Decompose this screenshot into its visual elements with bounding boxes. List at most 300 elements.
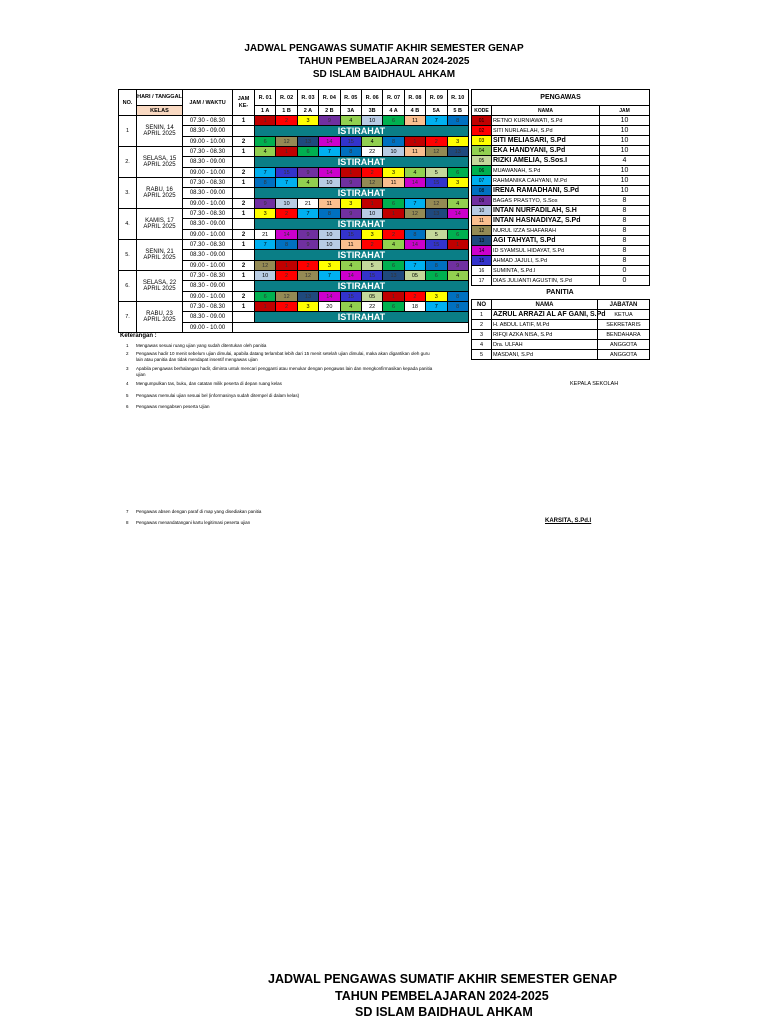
header-class: 1 A	[255, 106, 276, 116]
slot-jamke: 1	[233, 271, 255, 281]
pengawas-code-cell: 12	[297, 271, 318, 281]
header-class: 2 A	[297, 106, 318, 116]
note-number: 4	[126, 381, 129, 386]
pengawas-row	[472, 116, 650, 126]
pengawas-code-cell: 7	[255, 240, 276, 250]
keterangan-note	[126, 520, 456, 526]
panitia-row	[472, 330, 650, 340]
pengawas-jam: 0	[600, 276, 650, 286]
pengawas-jam: 10	[600, 146, 650, 156]
header-class: 2 B	[319, 106, 340, 116]
slot-time: 09.00 - 10.00	[183, 199, 233, 209]
pengawas-row	[472, 166, 650, 176]
pengawas-code-cell: 7	[426, 116, 447, 126]
header-room: R. 04	[319, 90, 340, 106]
note-number: 2	[126, 351, 129, 356]
pengawas-code-cell: 3	[255, 209, 276, 219]
pengawas-code-cell: 6	[255, 137, 276, 147]
pengawas-code-cell: 22	[361, 302, 382, 312]
slot-time: 07.30 - 08.30	[183, 116, 233, 126]
pengawas-code-cell: 13	[426, 209, 447, 219]
pengawas-code-cell: 2	[276, 302, 297, 312]
header-room: R. 01	[255, 90, 276, 106]
pengawas-code-cell: 18	[404, 302, 425, 312]
slot-time: 07.30 - 08.30	[183, 147, 233, 157]
pengawas-row	[472, 276, 650, 286]
istirahat-label: ISTIRAHAT	[255, 157, 469, 168]
pengawas-row	[472, 236, 650, 246]
pengawas-header-nama: NAMA	[492, 106, 600, 116]
schedule-row	[119, 147, 469, 157]
pengawas-code-cell: 8	[447, 292, 468, 302]
pengawas-code-cell: 1	[276, 147, 297, 157]
kepala-sekolah-label: KEPALA SEKOLAH	[570, 381, 619, 387]
pengawas-jam: 10	[600, 116, 650, 126]
pengawas-code-cell: 9	[319, 116, 340, 126]
pengawas-nama: ID SYAMSUL HIDAYAT, S.Pd	[492, 246, 600, 256]
pengawas-code-cell: 6	[447, 168, 468, 178]
pengawas-code-cell: 10	[361, 116, 382, 126]
pengawas-code-cell: 7	[404, 261, 425, 271]
pengawas-nama: INTAN HASNADIYAZ, S.Pd	[492, 216, 600, 226]
page-title	[0, 42, 768, 81]
day-date: RABU, 23 APRIL 2025	[137, 302, 183, 333]
pengawas-code-cell: 4	[340, 302, 361, 312]
note-number: 7	[126, 509, 129, 514]
pengawas-nama: RAHMANIKA CAHYANI, M.Pd	[492, 176, 600, 186]
slot-jamke: 2	[233, 261, 255, 271]
pengawas-code-cell: 1	[276, 261, 297, 271]
kepala-sekolah-name: KARSITA, S.Pd.I	[545, 518, 592, 524]
pengawas-row	[472, 146, 650, 156]
header-room: R. 03	[297, 90, 318, 106]
slot-jamke	[233, 126, 255, 137]
slot-time: 09.00 - 10.00	[183, 261, 233, 271]
pengawas-code-cell: 4	[383, 240, 404, 250]
pengawas-code-cell: 2	[383, 230, 404, 240]
panitia-row	[472, 310, 650, 320]
header-class: 1 B	[276, 106, 297, 116]
pengawas-nama: SITI NURLAELAH, S.Pd	[492, 126, 600, 136]
slot-time: 08.30 - 09.00	[183, 157, 233, 168]
pengawas-code-cell: 13	[383, 271, 404, 281]
pengawas-code-cell: 10	[319, 178, 340, 188]
header-class: 4 A	[383, 106, 404, 116]
pengawas-row	[472, 176, 650, 186]
panitia-nama: RIFQI AZKA NISA, S.Pd	[492, 330, 598, 340]
pengawas-nama: EKA HANDYANI, S.Pd	[492, 146, 600, 156]
pengawas-code-cell: 15	[361, 271, 382, 281]
pengawas-code-cell: 2	[276, 209, 297, 219]
pengawas-kode: 12	[472, 226, 492, 236]
pengawas-table	[471, 89, 650, 286]
pengawas-code-cell: 12	[404, 209, 425, 219]
panitia-no: 4	[472, 340, 492, 350]
panitia-nama: AZRUL ARRAZI AL AF GANI, S.Pd	[493, 311, 606, 318]
pengawas-code-cell: 3	[447, 178, 468, 188]
day-date: RABU, 16 APRIL 2025	[137, 178, 183, 209]
pengawas-code-cell: 8	[319, 209, 340, 219]
pengawas-kode: 02	[472, 126, 492, 136]
pengawas-nama: AGI TAHYATI, S.Pd	[492, 236, 600, 246]
day-date: SENIN, 21 APRIL 2025	[137, 240, 183, 271]
pengawas-kode: 16	[472, 266, 492, 276]
note-number: 6	[126, 404, 129, 409]
slot-jamke: 2	[233, 199, 255, 209]
pengawas-code-cell: 9	[255, 199, 276, 209]
slot-time: 09.00 - 10.00	[183, 137, 233, 147]
header-jam: JAM / WAKTU	[183, 90, 233, 116]
pengawas-code-cell: 3	[319, 261, 340, 271]
pengawas-jam: 8	[600, 206, 650, 216]
pengawas-code-cell: 15	[340, 292, 361, 302]
slot-time: 07.30 - 08.30	[183, 178, 233, 188]
pengawas-code-cell: 14	[404, 240, 425, 250]
pengawas-code-cell: 2	[297, 261, 318, 271]
pengawas-jam: 8	[600, 226, 650, 236]
pengawas-jam: 8	[600, 256, 650, 266]
pengawas-nama: SUMINTA, S.Pd.I	[492, 266, 600, 276]
pengawas-code-cell: 1	[340, 168, 361, 178]
note-text: Mengumpulkan tas, buku, dan catatan milik peserta di depan ruang kelas	[136, 381, 282, 386]
pengawas-code-cell: 15	[276, 168, 297, 178]
slot-time: 07.30 - 08.30	[183, 209, 233, 219]
pengawas-code-cell: 21	[297, 199, 318, 209]
pengawas-code-cell: 1	[255, 116, 276, 126]
pengawas-code-cell: 3	[426, 292, 447, 302]
pengawas-row	[472, 226, 650, 236]
slot-time: 07.30 - 08.30	[183, 240, 233, 250]
pengawas-code-cell: 12	[276, 137, 297, 147]
day-number: 3.	[119, 178, 137, 209]
pengawas-code-cell: 10	[383, 147, 404, 157]
day-number: 6.	[119, 271, 137, 302]
pengawas-title: PENGAWAS	[472, 90, 650, 106]
pengawas-nama: NURUL IZZA SHAFARAH	[492, 226, 600, 236]
pengawas-code-cell: 2	[276, 116, 297, 126]
day-date: SENIN, 14 APRIL 2025	[137, 116, 183, 147]
pengawas-kode: 03	[472, 136, 492, 146]
pengawas-header-kode: KODE	[472, 106, 492, 116]
pengawas-kode: 10	[472, 206, 492, 216]
title-line-2: TAHUN PEMBELAJARAN 2024-2025	[298, 56, 470, 67]
pengawas-row	[472, 126, 650, 136]
pengawas-code-cell: 7	[319, 147, 340, 157]
pengawas-code-cell: 12	[276, 292, 297, 302]
pengawas-code-cell: 4	[297, 178, 318, 188]
header-room: R. 05	[340, 90, 361, 106]
day-number: 4.	[119, 209, 137, 240]
pengawas-code-cell: 1	[383, 292, 404, 302]
pengawas-code-cell: 4	[340, 116, 361, 126]
panitia-jabatan: ANGGOTA	[598, 350, 650, 360]
pengawas-code-cell: 1	[255, 302, 276, 312]
pengawas-code-cell: 14	[276, 230, 297, 240]
slot-time: 09.00 - 10.00	[183, 323, 233, 333]
header-class: 3A	[340, 106, 361, 116]
keterangan-note	[126, 393, 456, 399]
pengawas-code-cell: 15	[426, 240, 447, 250]
slot-jamke: 1	[233, 178, 255, 188]
pengawas-code-cell: 4	[404, 168, 425, 178]
pengawas-row	[472, 216, 650, 226]
panitia-nama: MASDANI, S.Pd	[492, 350, 598, 360]
keterangan-note	[126, 343, 456, 349]
pengawas-code-cell: 5	[426, 230, 447, 240]
pengawas-nama: IRENA RAMADHANI, S.Pd	[492, 186, 600, 196]
header-jamke: JAM KE-	[233, 90, 255, 116]
slot-time: 07.30 - 08.30	[183, 271, 233, 281]
day-number: 2.	[119, 147, 137, 178]
panitia-row	[472, 340, 650, 350]
pengawas-code-cell: 9	[447, 261, 468, 271]
header-class: 5 B	[447, 106, 468, 116]
note-text: Apabila pengawas berhalangan hadir, diminta untuk mencari pengganti atau menukar dengan pengawas lain dan mengkonfirmasikan kepada panitia ujian	[136, 366, 433, 377]
pengawas-jam: 8	[600, 236, 650, 246]
keterangan-note	[126, 509, 456, 515]
pengawas-kode: 08	[472, 186, 492, 196]
pengawas-kode: 07	[472, 176, 492, 186]
pengawas-code-cell: 1	[361, 199, 382, 209]
title-line-3: SD ISLAM BAIDHAUL AHKAM	[312, 69, 456, 80]
note-text: Pengawas absen dengan paraf di map yang disediakan panitia	[136, 509, 262, 514]
header-room: R. 10	[447, 90, 468, 106]
pengawas-kode: 04	[472, 146, 492, 156]
pengawas-code-cell: 10	[361, 209, 382, 219]
istirahat-label: ISTIRAHAT	[255, 219, 469, 230]
slot-jamke	[233, 312, 255, 323]
pengawas-code-cell: 12	[255, 261, 276, 271]
day-date: SELASA, 15 APRIL 2025	[137, 147, 183, 178]
slot-time: 08.30 - 09.00	[183, 188, 233, 199]
slot-time: 08.30 - 09.00	[183, 281, 233, 292]
slot-jamke	[233, 219, 255, 230]
pengawas-code-cell: 6	[383, 199, 404, 209]
slot-time: 08.30 - 09.00	[183, 312, 233, 323]
pengawas-code-cell: 7	[276, 178, 297, 188]
pengawas-kode: 01	[472, 116, 492, 126]
pengawas-jam: 8	[600, 196, 650, 206]
pengawas-code-cell: 14	[319, 168, 340, 178]
schedule-row	[119, 271, 469, 281]
pengawas-kode: 13	[472, 236, 492, 246]
pengawas-kode: 17	[472, 276, 492, 286]
slot-jamke: 1	[233, 147, 255, 157]
pengawas-code-cell: 3	[383, 168, 404, 178]
panitia-no: 3	[472, 330, 492, 340]
pengawas-code-cell: 10	[319, 230, 340, 240]
pengawas-code-cell: 6	[383, 116, 404, 126]
pengawas-code-cell: 8	[255, 178, 276, 188]
pengawas-jam: 10	[600, 186, 650, 196]
pengawas-code-cell: 9	[297, 168, 318, 178]
pengawas-code-cell: 6	[383, 302, 404, 312]
pengawas-code-cell: 11	[340, 240, 361, 250]
pengawas-kode: 15	[472, 256, 492, 266]
header-class: 3B	[361, 106, 382, 116]
slot-time: 09.00 - 10.00	[183, 292, 233, 302]
pengawas-code-cell: 14	[447, 209, 468, 219]
pengawas-code-cell: 6	[255, 292, 276, 302]
pengawas-code-cell: 13	[297, 292, 318, 302]
slot-time: 08.30 - 09.00	[183, 250, 233, 261]
pengawas-jam: 10	[600, 166, 650, 176]
istirahat-label: ISTIRAHAT	[255, 188, 469, 199]
pengawas-nama: INTAN NURFADILAH, S.H	[492, 206, 600, 216]
pengawas-nama: SITI MELIASARI, S.Pd	[492, 136, 600, 146]
pengawas-code-cell: 11	[383, 178, 404, 188]
pengawas-code-cell: 2	[276, 271, 297, 281]
pengawas-code-cell: 14	[319, 137, 340, 147]
slot-time: 09.00 - 10.00	[183, 168, 233, 178]
istirahat-label: ISTIRAHAT	[255, 250, 469, 261]
keterangan-note	[126, 366, 456, 377]
header-hari: HARI / TANGGAL	[137, 90, 183, 106]
pengawas-code-cell: 11	[404, 116, 425, 126]
note-text: Pengawas memulai ujian sesuai bel (informasinya sudah ditempel di dalam kelas)	[136, 393, 300, 398]
header-class: 5A	[426, 106, 447, 116]
day-date: KAMIS, 17 APRIL 2025	[137, 209, 183, 240]
pengawas-code-cell: 10	[319, 240, 340, 250]
panitia-body	[472, 310, 650, 360]
pengawas-code-cell: 15	[340, 230, 361, 240]
pengawas-kode: 05	[472, 156, 492, 166]
header-class: 4 B	[404, 106, 425, 116]
pengawas-row	[472, 246, 650, 256]
pengawas-code-cell: 7	[404, 199, 425, 209]
pengawas-row	[472, 256, 650, 266]
keterangan-note	[126, 351, 456, 362]
pengawas-code-cell: 12	[426, 147, 447, 157]
day-number: 7.	[119, 302, 137, 333]
header-room: R. 07	[383, 90, 404, 106]
slot-jamke: 2	[233, 292, 255, 302]
pengawas-code-cell: 11	[319, 199, 340, 209]
panitia-jabatan: ANGGOTA	[598, 340, 650, 350]
pengawas-code-cell: 8	[447, 302, 468, 312]
pengawas-code-cell: 2	[426, 137, 447, 147]
pengawas-code-cell: 9	[340, 178, 361, 188]
slot-jamke	[233, 188, 255, 199]
pengawas-code-cell: 5	[426, 168, 447, 178]
pengawas-code-cell: 8	[340, 147, 361, 157]
title-line-1: JADWAL PENGAWAS SUMATIF AKHIR SEMESTER GENAP	[244, 43, 524, 54]
pengawas-nama: MUAWANAH, S.Pd	[492, 166, 600, 176]
pengawas-code-cell: 7	[255, 168, 276, 178]
schedule-table	[118, 89, 469, 333]
panitia-header-jabatan: JABATAN	[598, 300, 650, 310]
slot-time: 08.30 - 09.00	[183, 126, 233, 137]
pengawas-code-cell: 4	[361, 137, 382, 147]
pengawas-code-cell: 7	[319, 271, 340, 281]
pengawas-code-cell: 14	[404, 178, 425, 188]
pengawas-jam: 0	[600, 266, 650, 276]
pengawas-jam: 10	[600, 176, 650, 186]
panitia-no: 2	[472, 320, 492, 330]
slot-time: 08.30 - 09.00	[183, 219, 233, 230]
pengawas-header-jam: JAM	[600, 106, 650, 116]
pengawas-code-cell: 7	[297, 209, 318, 219]
panitia-no: 1	[472, 310, 492, 320]
schedule-row	[119, 116, 469, 126]
slot-jamke: 2	[233, 168, 255, 178]
slot-jamke: 2	[233, 230, 255, 240]
slot-jamke: 1	[233, 116, 255, 126]
note-text: Mengawas sesuai ruang ujian yang sudah ditentukan oleh panitia	[136, 343, 267, 348]
pengawas-nama: RIZKI AMELIA, S.Sos.I	[492, 156, 600, 166]
pengawas-code-cell: 4	[340, 261, 361, 271]
pengawas-code-cell: 4	[447, 271, 468, 281]
pengawas-code-cell: 3	[297, 302, 318, 312]
pengawas-code-cell: 15	[426, 178, 447, 188]
pengawas-nama: DIAS JULIANTI AGUSTIN, S.Pd	[492, 276, 600, 286]
pengawas-code-cell: 8	[447, 116, 468, 126]
pengawas-kode: 11	[472, 216, 492, 226]
note-number: 1	[126, 343, 129, 348]
slot-jamke	[233, 281, 255, 292]
pengawas-code-cell: 10	[255, 271, 276, 281]
schedule-row	[119, 302, 469, 312]
pengawas-code-cell: 13	[297, 137, 318, 147]
panitia-jabatan: KETUA	[598, 310, 650, 320]
pengawas-code-cell: 4	[447, 199, 468, 209]
header-no: NO.	[119, 90, 137, 116]
pengawas-code-cell: 3	[340, 199, 361, 209]
slot-jamke: 2	[233, 137, 255, 147]
panitia-row	[472, 320, 650, 330]
istirahat-label: ISTIRAHAT	[255, 126, 469, 137]
pengawas-code-cell: 9	[297, 240, 318, 250]
schedule-row	[119, 178, 469, 188]
slot-jamke	[233, 250, 255, 261]
pengawas-code-cell: 6	[383, 261, 404, 271]
istirahat-label: ISTIRAHAT	[255, 281, 469, 292]
pengawas-row	[472, 156, 650, 166]
slot-jamke: 1	[233, 302, 255, 312]
next-page-title-line-3: SD ISLAM BAIDHAUL AHKAM	[355, 1005, 533, 1019]
panitia-nama: Dra. ULFAH	[492, 340, 598, 350]
pengawas-code-cell: 9	[340, 209, 361, 219]
pengawas-code-cell: 1	[447, 240, 468, 250]
pengawas-code-cell: 3	[297, 116, 318, 126]
pengawas-code-cell: 3	[361, 230, 382, 240]
header-kelas: KELAS	[137, 106, 183, 116]
keterangan-note	[126, 381, 456, 387]
slot-jamke: 1	[233, 240, 255, 250]
pengawas-code-cell: 3	[447, 137, 468, 147]
day-number: 5.	[119, 240, 137, 271]
panitia-header-nama: NAMA	[492, 300, 598, 310]
pengawas-code-cell: 8	[276, 240, 297, 250]
pengawas-body	[472, 116, 650, 286]
slot-time: 07.30 - 08.30	[183, 302, 233, 312]
pengawas-nama: RETNO KURNIAWATI, S.Pd	[492, 116, 600, 126]
pengawas-code-cell: 7	[426, 302, 447, 312]
panitia-row	[472, 350, 650, 360]
header-room: R. 08	[404, 90, 425, 106]
pengawas-jam: 8	[600, 246, 650, 256]
panitia-no: 5	[472, 350, 492, 360]
slot-jamke	[233, 157, 255, 168]
pengawas-code-cell: 6	[447, 230, 468, 240]
pengawas-code-cell: 2	[361, 168, 382, 178]
note-text: Pengawas menandatangani kartu legitimasi peserta ujian	[136, 520, 251, 525]
pengawas-kode: 14	[472, 246, 492, 256]
note-number: 5	[126, 393, 129, 398]
panitia-header-no: NO	[472, 300, 492, 310]
pengawas-row	[472, 266, 650, 276]
note-text: Pengawas mengabsen peserta Ujian	[136, 404, 210, 409]
